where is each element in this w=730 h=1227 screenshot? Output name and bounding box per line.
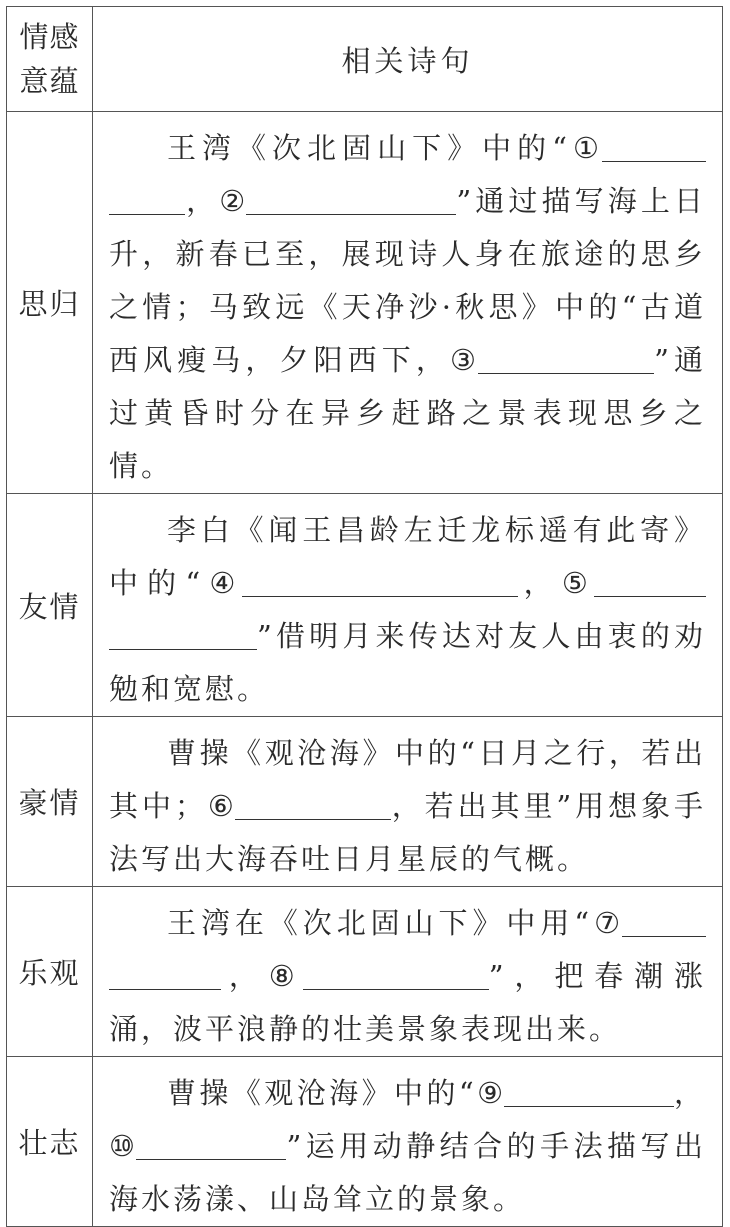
poem-cell bbox=[93, 494, 723, 717]
answer-blank-9[interactable] bbox=[504, 1076, 674, 1107]
table-row bbox=[7, 1057, 723, 1227]
poetry-worksheet-table bbox=[6, 6, 723, 1227]
blank-number: ⑤ bbox=[561, 566, 595, 600]
blank-number: ② bbox=[219, 184, 247, 218]
table-row bbox=[7, 887, 723, 1057]
answer-blank-1-cont[interactable] bbox=[109, 184, 185, 215]
poem-text: 曹操《观沧海》中的“日月之行，若出其中；⑥ ，若出其里”用想象手法写出大海吞吐日月星辰的气概。 bbox=[109, 736, 707, 876]
blank-number: ① bbox=[569, 131, 603, 165]
blank-number: ⑧ bbox=[268, 959, 303, 993]
answer-blank-7[interactable] bbox=[622, 906, 706, 937]
answer-blank-5-cont[interactable] bbox=[109, 619, 257, 650]
header-category-line2: 意蕴 bbox=[19, 64, 80, 98]
poem-text: 曹操《观沧海》中的“⑨ ，⑩ ”运用动静结合的手法描写出海水荡漾、山岛耸立的景象。 bbox=[109, 1076, 707, 1216]
header-poems: 相关诗句 bbox=[93, 7, 723, 112]
blank-number: ⑥ bbox=[206, 789, 235, 823]
header-category-line1: 情感 bbox=[19, 20, 80, 54]
category-cell: 友情 bbox=[7, 494, 93, 717]
poem-text: 王湾在《次北固山下》中用“⑦ ，⑧ ”，把春潮涨涌，波平浪静的壮美景象表现出来。 bbox=[109, 906, 707, 1046]
answer-blank-4[interactable] bbox=[242, 566, 518, 597]
answer-blank-6[interactable] bbox=[235, 789, 391, 820]
answer-blank-1[interactable] bbox=[602, 131, 706, 162]
poem-cell bbox=[93, 1057, 723, 1227]
category-cell: 壮志 bbox=[7, 1057, 93, 1227]
poem-cell bbox=[93, 112, 723, 494]
answer-blank-5[interactable] bbox=[594, 566, 706, 597]
blank-number: ⑨ bbox=[476, 1076, 504, 1110]
table-row bbox=[7, 112, 723, 494]
blank-number: ④ bbox=[203, 566, 242, 600]
table-row bbox=[7, 494, 723, 717]
answer-blank-2[interactable] bbox=[246, 184, 456, 215]
poem-cell bbox=[93, 717, 723, 887]
blank-number: ⑩ bbox=[109, 1129, 137, 1163]
header-category bbox=[7, 7, 93, 112]
answer-blank-10[interactable] bbox=[136, 1129, 286, 1160]
table-row bbox=[7, 717, 723, 887]
poem-text: 王湾《次北固山下》中的“① ，② ”通过描写海上日升，新春已至，展现诗人身在旅途的思乡之情；马致远《天净沙·秋思》中的“古道西风瘦马，夕阳西下，③ ”通过黄昏时分在异乡赶路之景表现思乡之情。 bbox=[109, 131, 707, 483]
answer-blank-7-cont[interactable] bbox=[109, 959, 221, 990]
answer-blank-3[interactable] bbox=[478, 343, 654, 374]
answer-blank-8[interactable] bbox=[303, 959, 489, 990]
blank-number: ⑦ bbox=[592, 906, 623, 940]
category-cell: 乐观 bbox=[7, 887, 93, 1057]
blank-number: ③ bbox=[449, 343, 479, 377]
category-cell: 豪情 bbox=[7, 717, 93, 887]
poem-cell bbox=[93, 887, 723, 1057]
header-row bbox=[7, 7, 723, 112]
category-cell: 思归 bbox=[7, 112, 93, 494]
poem-text: 李白《闻王昌龄左迁龙标遥有此寄》中的“④ ，⑤ ”借明月来传达对友人由衷的劝勉和宽慰。 bbox=[109, 513, 706, 706]
